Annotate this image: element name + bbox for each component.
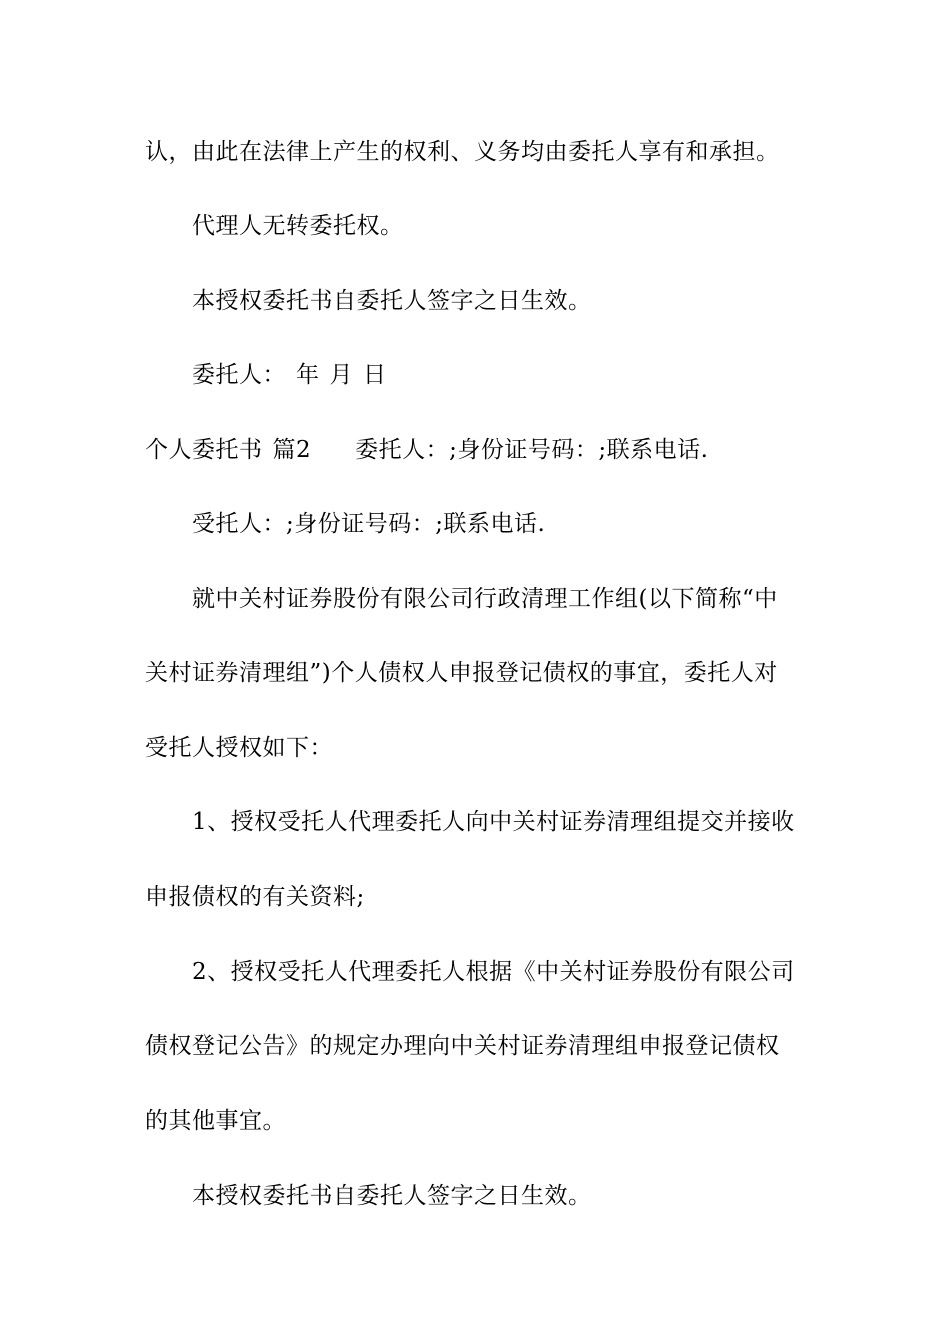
authorization-item-2-line-2: 债权登记公告》的规定办理向中关村证券清理组申报登记债权 [145,1033,780,1059]
paragraph-effective-date-2: 本授权委托书自委托人签字之日生效。 [192,1183,592,1209]
day-label: 日 [363,362,387,388]
agent-info: 受托人：;身份证号码：;联系电话. [192,511,546,537]
authorization-item-2-line-1: 2、授权受托人代理委托人根据《中关村证券股份有限公司 [192,959,795,985]
paragraph-effective-date-1: 本授权委托书自委托人签字之日生效。 [192,288,592,314]
paragraph-scope-line-1: 就中关村证券股份有限公司行政清理工作组(以下简称“中 [192,586,778,612]
paragraph-scope-line-3: 受托人授权如下： [145,735,333,761]
authorization-item-1-line-1: 1、授权受托人代理委托人向中关村证券清理组提交并接收 [192,809,795,835]
signature-line [192,359,810,391]
year-label: 年 [296,362,320,388]
paragraph-no-subdelegation: 代理人无转委托权。 [192,213,404,239]
paragraph-scope-line-2: 关村证券清理组”)个人债权人申报登记债权的事宜，委托人对 [145,660,778,686]
document-title: 个人委托书 [145,437,263,463]
month-label: 月 [329,362,353,388]
principal-label: 委托人： [192,362,286,388]
section-number: 篇2 [272,437,312,463]
authorization-item-2-line-3: 的其他事宜。 [145,1108,286,1134]
paragraph-line-1: 认，由此在法律上产生的权利、义务均由委托人享有和承担。 [145,139,780,165]
authorization-item-1-line-2: 申报债权的有关资料; [145,884,365,910]
section-heading-line [145,434,810,466]
principal-info: 委托人：;身份证号码：;联系电话. [355,437,709,463]
